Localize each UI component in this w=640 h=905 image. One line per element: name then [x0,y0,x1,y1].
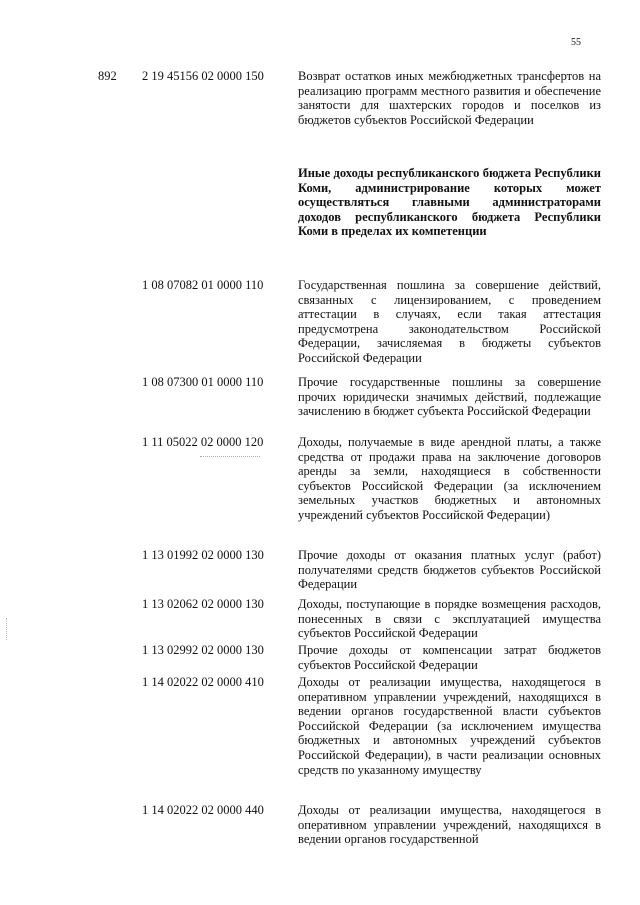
page-number: 55 [571,37,581,48]
revenue-description: Доходы от реализации имущества, находящегося в оперативном управлении учреждений, находящихся в ведении органов государственной [298,803,601,847]
admin-code: 892 [98,69,117,83]
revenue-description: Доходы, поступающие в порядке возмещения расходов, понесенных в связи с эксплуатацией имущества субъектов Российской Федерации [298,597,601,641]
revenue-code: 1 08 07300 01 0000 110 [142,375,264,389]
scan-artifact [6,618,9,640]
revenue-code: 1 14 02022 02 0000 410 [142,675,264,689]
revenue-description: Возврат остатков иных межбюджетных трансфертов на реализацию программ местного развития и обеспечение занятости для шахтерских городов и поселков из бюджетов субъектов Российской Федерации [298,69,601,127]
scan-artifact [200,456,260,457]
revenue-description: Прочие доходы от компенсации затрат бюджетов субъектов Российской Федерации [298,643,601,672]
revenue-code: 1 08 07082 01 0000 110 [142,278,264,292]
revenue-description: Доходы, получаемые в виде арендной платы, а также средства от продажи права на заключение договоров аренды за земли, находящиеся в собственности субъектов Российской Федерации (за исключением земельных участков бюджетных и автономных учреждений субъектов Российской Федерации) [298,435,601,522]
revenue-code: 1 13 02062 02 0000 130 [142,597,264,611]
revenue-description: Прочие доходы от оказания платных услуг (работ) получателями средств бюджетов субъектов Российской Федерации [298,548,601,592]
revenue-code: 2 19 45156 02 0000 150 [142,69,264,83]
revenue-description: Доходы от реализации имущества, находящегося в оперативном управлении учреждений, находящихся в ведении органов государственной власти субъектов Российской Федерации (за исключением имущества бюджетных и автономных учреждений субъектов Российской Федерации), в части реализации основных средств по указанному имуществу [298,675,601,777]
revenue-description: Государственная пошлина за совершение действий, связанных с лицензированием, с проведением аттестации в случаях, если такая аттестация предусмотрена законодательством Российской Федерации, зачисляемая в бюджеты субъектов Российской Федерации [298,278,601,365]
revenue-code: 1 13 01992 02 0000 130 [142,548,264,562]
revenue-code: 1 11 05022 02 0000 120 [142,435,264,449]
revenue-code: 1 14 02022 02 0000 440 [142,803,264,817]
section-heading: Иные доходы республиканского бюджета Республики Коми, администрирование которых может осуществляться главными администраторами доходов республиканского бюджета Республики Коми в пределах их компетенции [298,166,601,239]
revenue-code: 1 13 02992 02 0000 130 [142,643,264,657]
revenue-description: Прочие государственные пошлины за совершение прочих юридически значимых действий, подлежащие зачислению в бюджет субъекта Российской Федерации [298,375,601,419]
